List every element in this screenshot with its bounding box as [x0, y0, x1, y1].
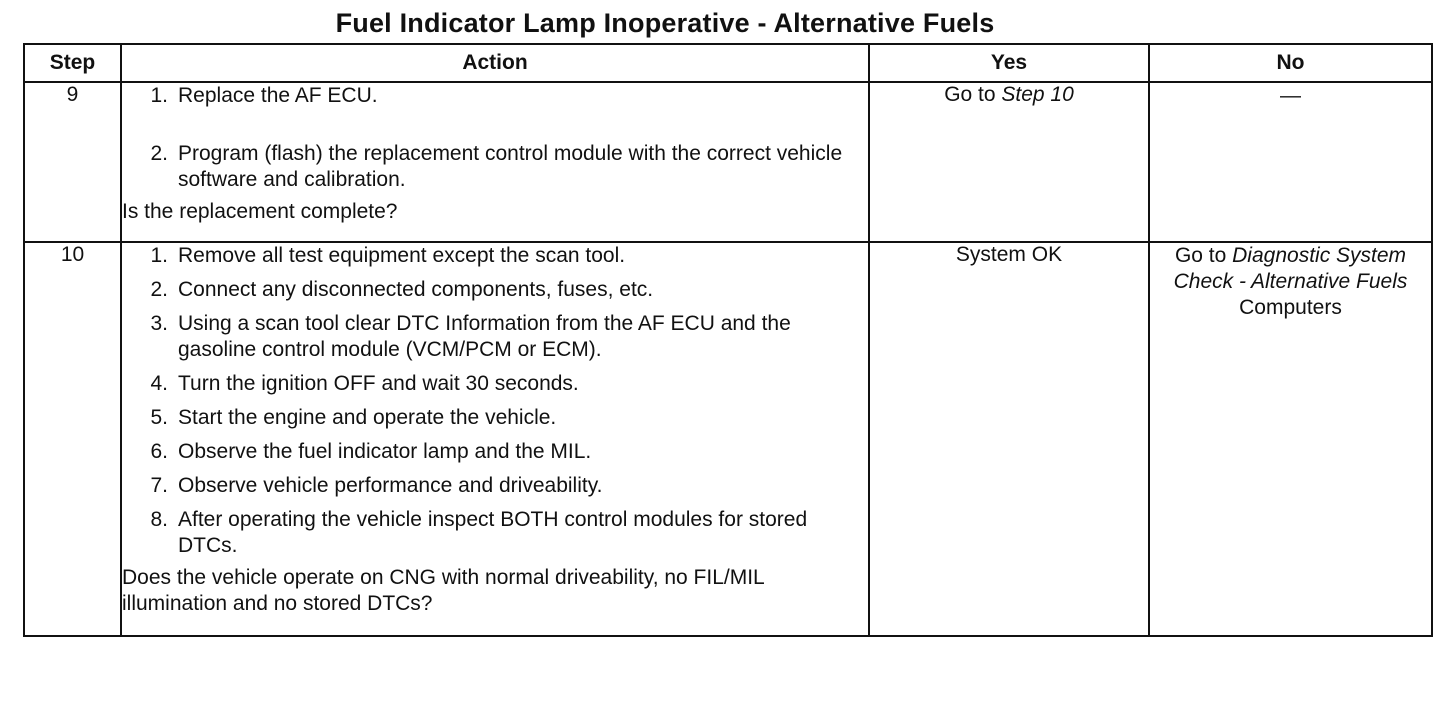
list-item-number: 1.	[150, 84, 168, 107]
list-item-text: Remove all test equipment except the scan tool.	[178, 244, 626, 267]
no-cell: —	[1149, 82, 1432, 242]
yes-cell: System OK	[869, 242, 1149, 636]
list-item-text: Start the engine and operate the vehicle.	[178, 406, 557, 429]
header-step: Step	[24, 44, 121, 82]
yes-cell	[869, 82, 1149, 242]
action-cell	[121, 82, 869, 242]
document-title: Fuel Indicator Lamp Inoperative - Alternative Fuels	[335, 8, 995, 38]
list-item-text: Observe vehicle performance and driveability.	[178, 474, 603, 497]
action-list	[122, 83, 868, 193]
step-number: 9	[24, 82, 121, 242]
list-item-text: Using a scan tool clear DTC Information from the AF ECU and the gasoline control module (VCM/PCM or ECM).	[178, 312, 791, 361]
list-item-number: 2.	[150, 142, 168, 165]
list-item-text: Replace the AF ECU.	[178, 84, 378, 107]
action-cell	[121, 242, 869, 636]
step-number: 10	[24, 242, 121, 636]
list-item-text: Connect any disconnected components, fuses, etc.	[178, 278, 654, 301]
table-row-step-9	[24, 82, 1432, 242]
list-item	[122, 277, 868, 303]
list-item-text: Turn the ignition OFF and wait 30 seconds.	[178, 372, 579, 395]
list-item-text: Program (flash) the replacement control module with the correct vehicle software and calibration.	[178, 142, 843, 191]
diagnostic-reference-link: Diagnostic System Check - Alternative Fuels	[1173, 244, 1408, 293]
action-list	[122, 243, 868, 559]
list-item-number: 4.	[150, 372, 168, 395]
list-item	[122, 243, 868, 269]
header-no: No	[1149, 44, 1432, 82]
list-item	[122, 141, 868, 193]
header-yes: Yes	[869, 44, 1149, 82]
list-item-number: 5.	[150, 406, 168, 429]
list-item-number: 1.	[150, 244, 168, 267]
list-item	[122, 507, 868, 559]
list-item	[122, 371, 868, 397]
list-item-number: 6.	[150, 440, 168, 463]
list-item-number: 8.	[150, 508, 168, 531]
list-item	[122, 473, 868, 499]
list-item	[122, 83, 868, 109]
header-action: Action	[121, 44, 869, 82]
list-item	[122, 439, 868, 465]
list-item-number: 7.	[150, 474, 168, 497]
yes-prefix: Go to	[944, 83, 1002, 106]
list-item-number: 2.	[150, 278, 168, 301]
list-item-text: Observe the fuel indicator lamp and the MIL.	[178, 440, 592, 463]
list-item-number: 3.	[150, 312, 168, 335]
header-row	[24, 44, 1432, 82]
step-reference-link: Step 10	[1001, 83, 1074, 106]
no-cell	[1149, 242, 1432, 636]
list-item	[122, 311, 868, 363]
no-prefix: Go to	[1174, 244, 1233, 267]
question-text: Does the vehicle operate on CNG with normal driveability, no FIL/MIL illumination and no stored DTCs?	[122, 566, 764, 615]
no-suffix: Computers	[1239, 296, 1342, 319]
table-row-step-10	[24, 242, 1432, 636]
diagnostic-table	[23, 43, 1433, 637]
list-item-text: After operating the vehicle inspect BOTH control modules for stored DTCs.	[178, 508, 808, 557]
question-text: Is the replacement complete?	[122, 200, 398, 223]
list-item	[122, 405, 868, 431]
